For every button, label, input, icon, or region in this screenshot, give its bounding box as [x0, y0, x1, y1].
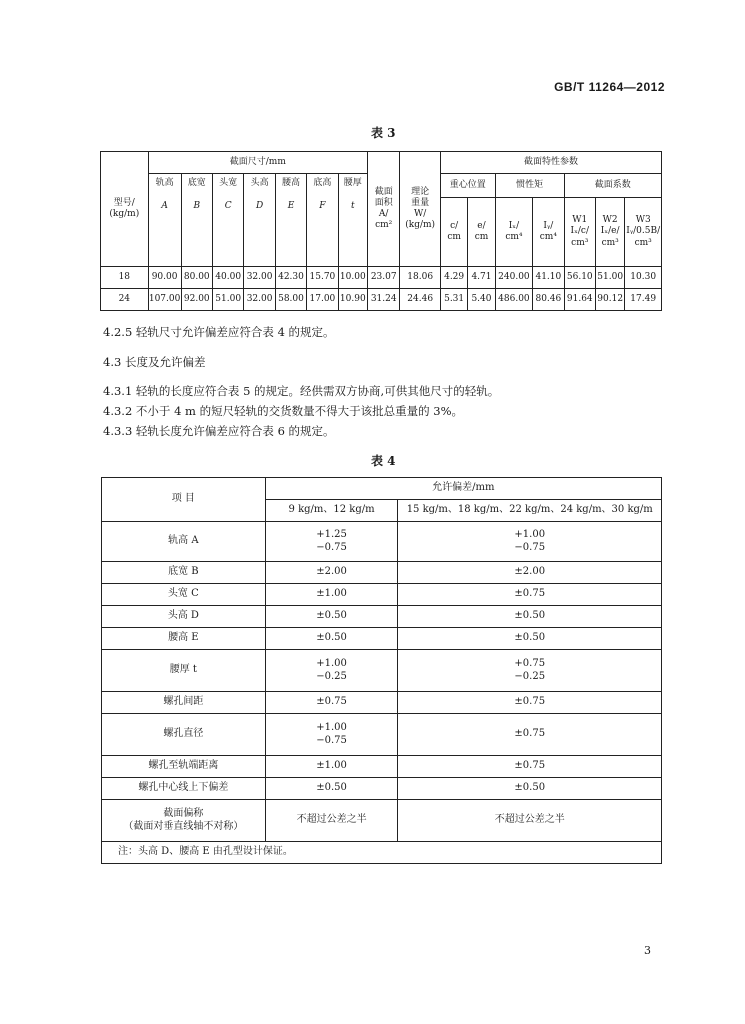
table-cell: 4.29 — [440, 267, 467, 289]
table-cell: 5.40 — [468, 289, 495, 311]
tol-cell: 不超过公差之半 — [398, 800, 662, 842]
table-cell: 56.10 — [564, 267, 595, 289]
table-row — [102, 756, 662, 778]
size-col-header: 腰高 E — [275, 174, 306, 267]
section-props-header: 截面特性参数 — [440, 152, 661, 174]
size-col-header: 头宽 C — [212, 174, 243, 267]
table-row — [101, 289, 662, 311]
item-cell: 轨高 A — [102, 522, 266, 562]
tol-cell: +1.00 −0.75 — [265, 714, 398, 756]
table-cell: 80.46 — [533, 289, 564, 311]
prop-col-header: c/ cm — [440, 198, 467, 267]
table-cell: 24 — [101, 289, 149, 311]
item-cell: 腰高 E — [102, 628, 266, 650]
item-cell: 头高 D — [102, 606, 266, 628]
area-header: 截面 面积 A/ cm² — [367, 152, 399, 267]
col2-header: 15 kg/m、18 kg/m、22 kg/m、24 kg/m、30 kg/m — [398, 500, 662, 522]
tol-cell: ±1.00 — [265, 756, 398, 778]
table-cell: 15.70 — [307, 267, 338, 289]
item-cell: 截面偏称 （截面对垂直线轴不对称） — [102, 800, 266, 842]
item-cell: 头宽 C — [102, 584, 266, 606]
table-cell: 32.00 — [244, 267, 275, 289]
standard-code: GB/T 11264—2012 — [554, 80, 665, 94]
tol-cell: ±0.75 — [398, 584, 662, 606]
table3 — [100, 151, 662, 311]
table-cell: 92.00 — [181, 289, 212, 311]
size-col-header: 轨高 A — [148, 174, 181, 267]
col1-header: 9 kg/m、12 kg/m — [265, 500, 398, 522]
item-header: 项 目 — [102, 478, 266, 522]
section-size-header: 截面尺寸/mm — [148, 152, 367, 174]
tol-cell: ±0.50 — [398, 606, 662, 628]
table-cell: 10.00 — [338, 267, 367, 289]
table-cell: 40.00 — [212, 267, 243, 289]
tol-cell: +1.25 −0.75 — [265, 522, 398, 562]
tol-cell: 不超过公差之半 — [265, 800, 398, 842]
table-cell: 17.49 — [625, 289, 662, 311]
tol-cell: ±0.50 — [265, 778, 398, 800]
table-row — [102, 584, 662, 606]
paragraph-4-3-2: 4.3.2 不小于 4 m 的短尺轻轨的交货数量不得大于该批总重量的 3%。 — [103, 404, 464, 418]
table-cell: 10.30 — [625, 267, 662, 289]
table-row — [102, 606, 662, 628]
paragraph-4-2-5: 4.2.5 轻轨尺寸允许偏差应符合表 4 的规定。 — [103, 325, 335, 339]
weight-header: 理论 重量 W/ (kg/m) — [400, 152, 441, 267]
table3-title: 表 3 — [371, 126, 396, 140]
table-cell: 17.00 — [307, 289, 338, 311]
page-number: 3 — [644, 944, 651, 957]
table-row — [102, 650, 662, 692]
paragraph-4-3-1: 4.3.1 轻轨的长度应符合表 5 的规定。经供需双方协商,可供其他尺寸的轻轨。 — [103, 384, 500, 398]
table4-title: 表 4 — [371, 454, 396, 468]
table-cell: 90.12 — [595, 289, 624, 311]
tol-cell: ±0.50 — [398, 628, 662, 650]
table-cell: 18.06 — [400, 267, 441, 289]
table-row — [102, 522, 662, 562]
table-row — [102, 628, 662, 650]
size-col-header: 头高 D — [244, 174, 275, 267]
size-col-header: 底宽 B — [181, 174, 212, 267]
tol-cell: ±2.00 — [265, 562, 398, 584]
prop-col-header: W3 Iᵧ/0.5B/ cm³ — [625, 198, 662, 267]
inertia-header: 惯性矩 — [495, 174, 564, 198]
table-cell: 23.07 — [367, 267, 399, 289]
tol-cell: +0.75 −0.25 — [398, 650, 662, 692]
item-cell: 底宽 B — [102, 562, 266, 584]
model-header: 型号/ (kg/m) — [101, 152, 149, 267]
table4 — [101, 477, 662, 864]
tol-cell: ±0.75 — [265, 692, 398, 714]
centroid-header: 重心位置 — [440, 174, 495, 198]
table-row — [101, 267, 662, 289]
section-heading-4-3: 4.3 长度及允许偏差 — [103, 355, 206, 369]
modulus-header: 截面系数 — [564, 174, 661, 198]
tol-cell: ±0.75 — [398, 692, 662, 714]
item-cell: 腰厚 t — [102, 650, 266, 692]
item-cell: 螺孔直径 — [102, 714, 266, 756]
tol-cell: ±1.00 — [265, 584, 398, 606]
table-cell: 90.00 — [148, 267, 181, 289]
paragraph-4-3-3: 4.3.3 轻轨长度允许偏差应符合表 6 的规定。 — [103, 424, 335, 438]
table-row — [102, 714, 662, 756]
tol-cell: ±0.50 — [398, 778, 662, 800]
table-cell: 240.00 — [495, 267, 533, 289]
table-row — [102, 692, 662, 714]
tol-cell: ±0.75 — [398, 714, 662, 756]
table-cell: 31.24 — [367, 289, 399, 311]
tol-cell: ±0.50 — [265, 606, 398, 628]
tol-cell: +1.00 −0.75 — [398, 522, 662, 562]
tol-cell: +1.00 −0.25 — [265, 650, 398, 692]
size-col-header: 腰厚 t — [338, 174, 367, 267]
prop-col-header: Iₓ/ cm⁴ — [495, 198, 533, 267]
table-cell: 80.00 — [181, 267, 212, 289]
table-cell: 51.00 — [212, 289, 243, 311]
table-cell: 32.00 — [244, 289, 275, 311]
table-cell: 5.31 — [440, 289, 467, 311]
table-cell: 51.00 — [595, 267, 624, 289]
prop-col-header: Iᵧ/ cm⁴ — [533, 198, 564, 267]
prop-col-header: W2 Iₓ/e/ cm³ — [595, 198, 624, 267]
table-cell: 58.00 — [275, 289, 306, 311]
prop-col-header: W1 Iₓ/c/ cm³ — [564, 198, 595, 267]
item-cell: 螺孔间距 — [102, 692, 266, 714]
size-col-header: 底高 F — [307, 174, 338, 267]
prop-col-header: e/ cm — [468, 198, 495, 267]
table-cell: 18 — [101, 267, 149, 289]
table-row — [102, 778, 662, 800]
tol-cell: ±0.75 — [398, 756, 662, 778]
table-cell: 107.00 — [148, 289, 181, 311]
table-cell: 4.71 — [468, 267, 495, 289]
table-cell: 42.30 — [275, 267, 306, 289]
tol-cell: ±0.50 — [265, 628, 398, 650]
tolerance-header: 允许偏差/mm — [265, 478, 661, 500]
table-cell: 24.46 — [400, 289, 441, 311]
table-cell: 10.90 — [338, 289, 367, 311]
table-cell: 91.64 — [564, 289, 595, 311]
table-cell: 486.00 — [495, 289, 533, 311]
item-cell: 螺孔至轨端距离 — [102, 756, 266, 778]
table-row — [102, 800, 662, 842]
table-cell: 41.10 — [533, 267, 564, 289]
table4-note: 注：头高 D、腰高 E 由孔型设计保证。 — [102, 842, 662, 864]
tol-cell: ±2.00 — [398, 562, 662, 584]
item-cell: 螺孔中心线上下偏差 — [102, 778, 266, 800]
table-row — [102, 562, 662, 584]
